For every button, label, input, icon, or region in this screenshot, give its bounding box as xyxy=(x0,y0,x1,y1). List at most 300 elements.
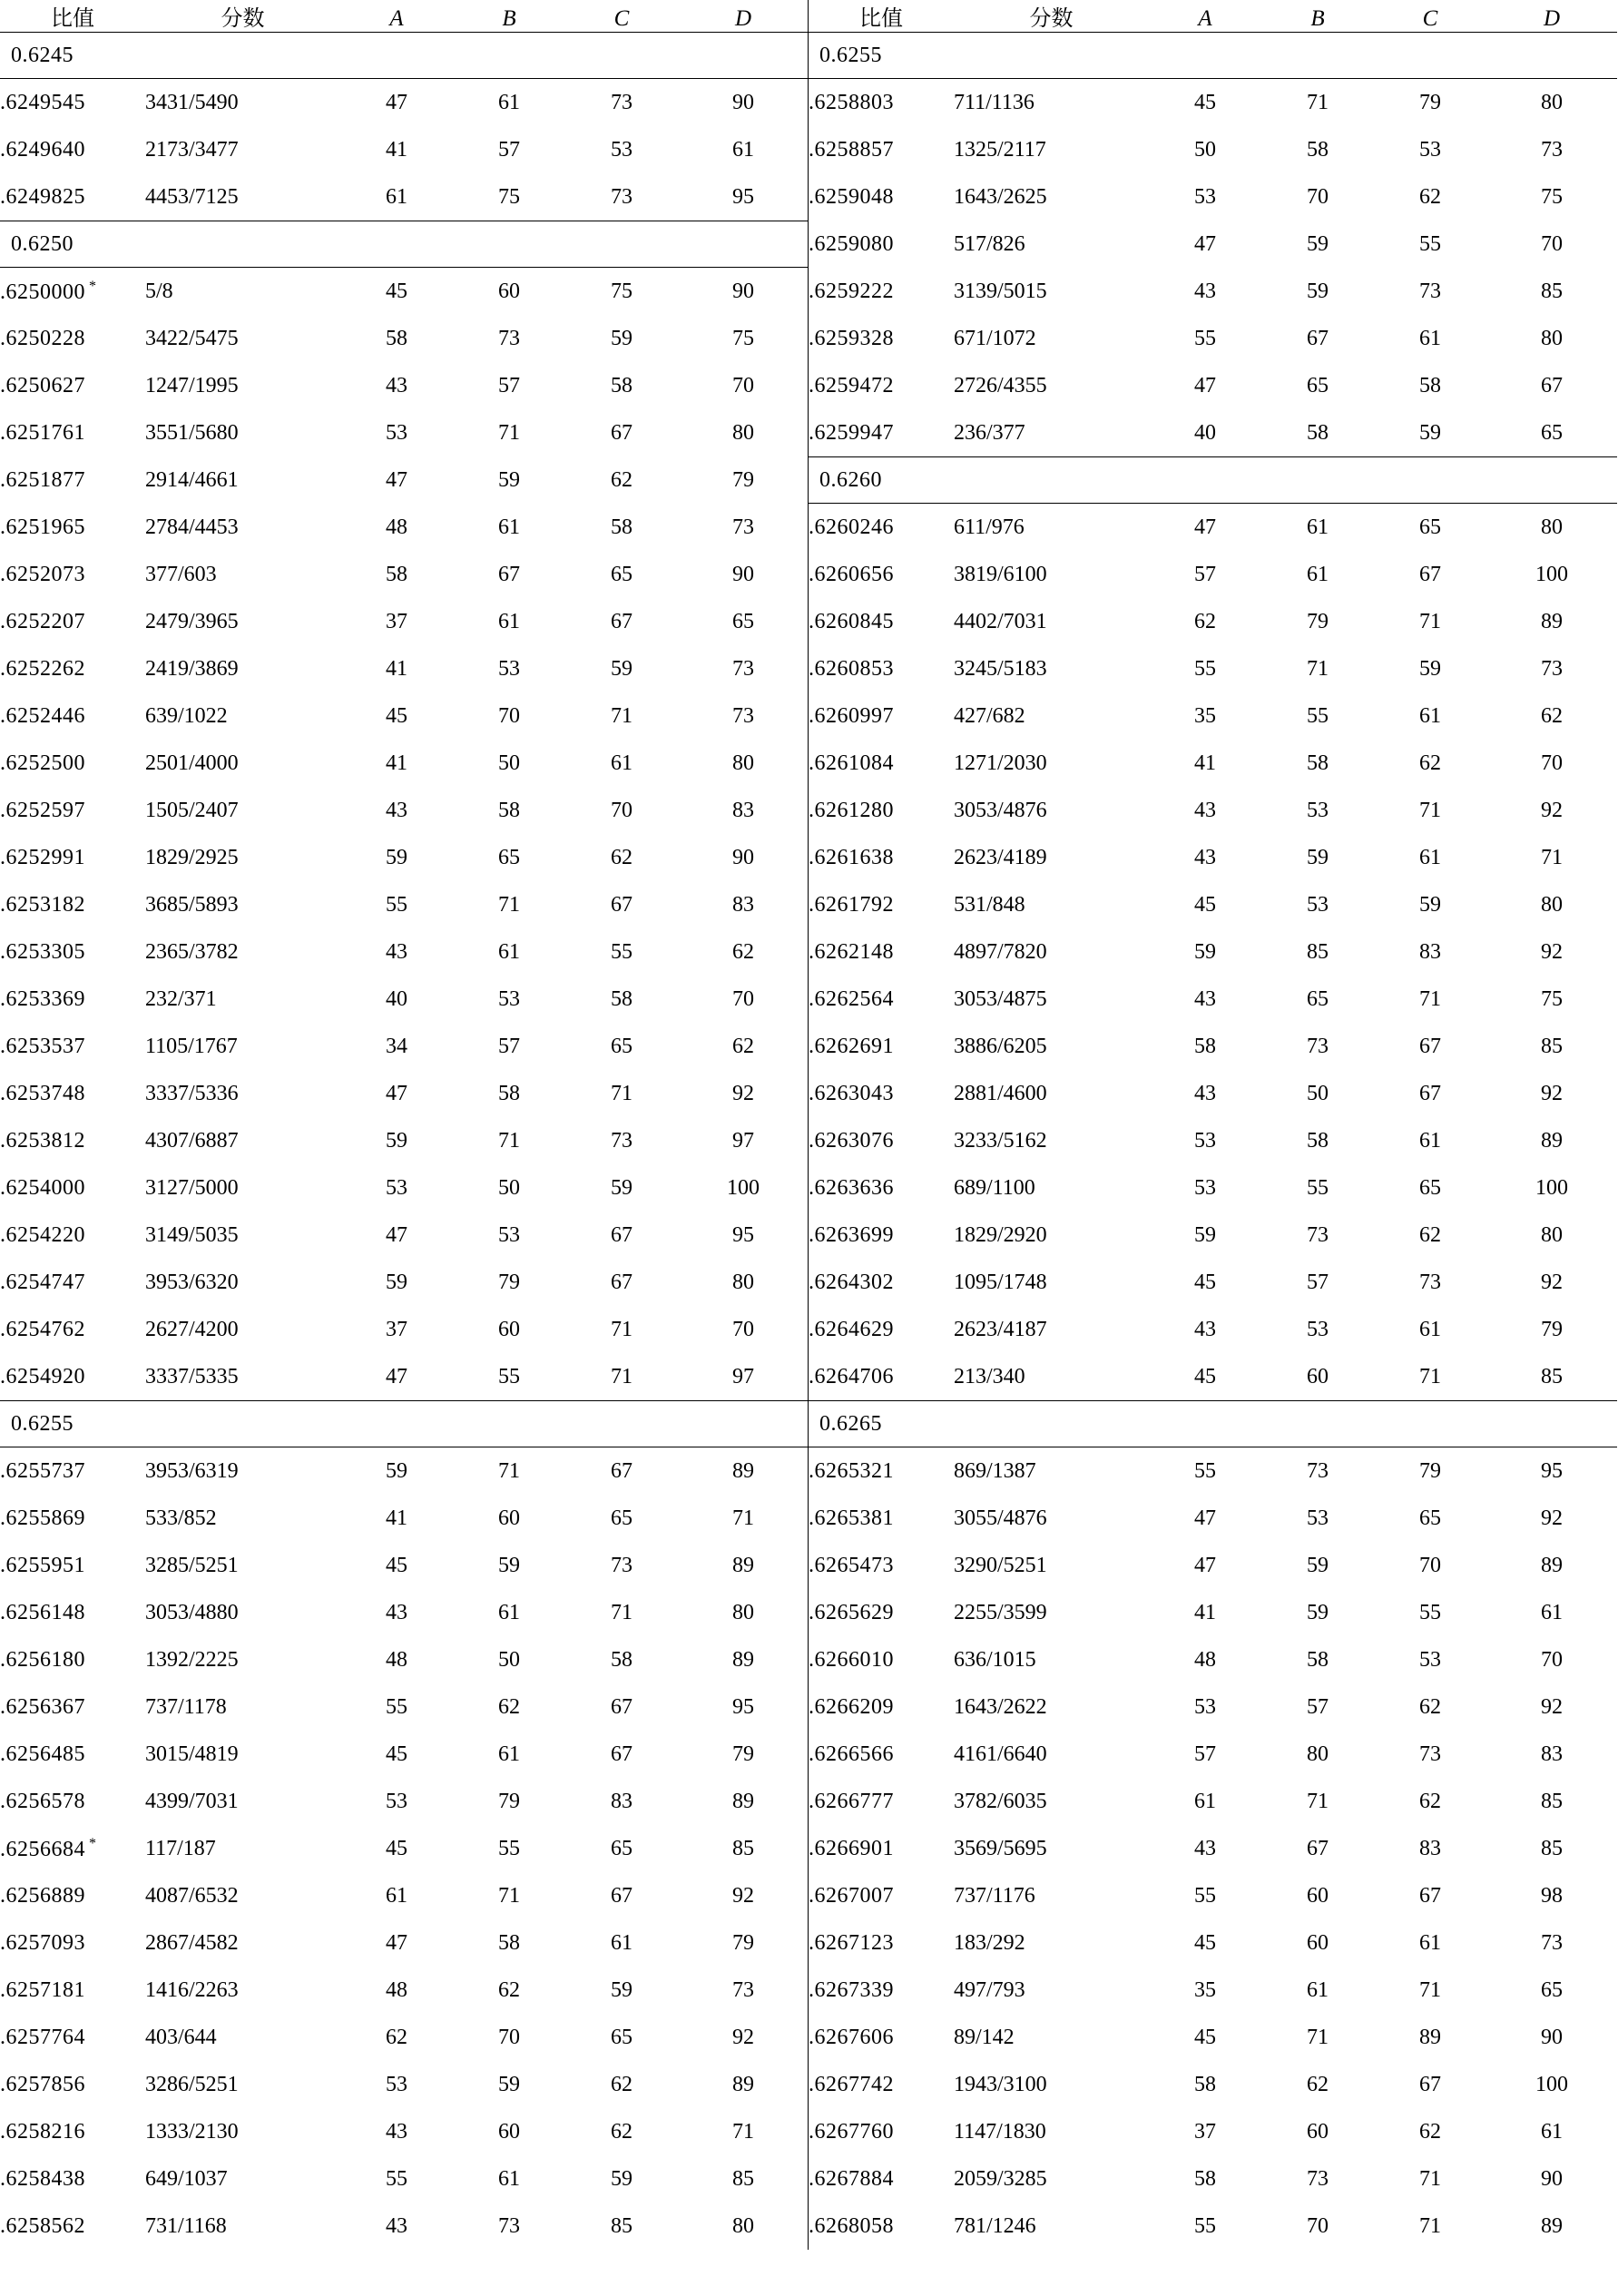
table-row xyxy=(0,362,809,409)
cell-a: 35 xyxy=(1194,703,1216,728)
cell-b: 59 xyxy=(498,2072,520,2096)
cell-d: 95 xyxy=(1541,1458,1563,1483)
cell-a: 47 xyxy=(386,1081,407,1105)
ratio-value: .6259080 xyxy=(809,231,894,256)
cell-ratio xyxy=(0,1495,145,1542)
cell-d: 92 xyxy=(1541,1081,1563,1105)
cell-fraction: 671/1072 xyxy=(954,326,1036,350)
table-row xyxy=(0,1919,809,1967)
cell-ratio xyxy=(809,1259,954,1306)
cell-d: 100 xyxy=(1535,2072,1568,2096)
table-row xyxy=(0,2014,809,2061)
table-row xyxy=(0,1967,809,2014)
cell-ratio xyxy=(809,881,954,928)
cell-d: 89 xyxy=(732,2072,754,2096)
cell-c: 55 xyxy=(1419,231,1441,256)
cell-fraction: 737/1178 xyxy=(145,1694,227,1719)
ratio-value: .6254220 xyxy=(0,1222,85,1247)
cell-b: 57 xyxy=(498,1034,520,1058)
header-fraction: 分数 xyxy=(954,0,1149,33)
cell-b: 53 xyxy=(1307,1506,1329,1530)
cell-ratio xyxy=(0,976,145,1023)
cell-c: 53 xyxy=(1419,137,1441,162)
cell-a: 48 xyxy=(386,515,407,539)
cell-d: 80 xyxy=(732,751,754,775)
cell-ratio xyxy=(0,1023,145,1070)
cell-d: 92 xyxy=(732,1081,754,1105)
header-a: A xyxy=(1149,0,1261,33)
cell-ratio xyxy=(0,1683,145,1731)
ratio-value: .6268058 xyxy=(809,2213,894,2238)
cell-b: 58 xyxy=(498,1081,520,1105)
ratio-value: .6257093 xyxy=(0,1930,85,1955)
cell-fraction: 1943/3100 xyxy=(954,2072,1047,2096)
cell-fraction: 2867/4582 xyxy=(145,1930,239,1955)
cell-c: 62 xyxy=(1419,1789,1441,1813)
cell-ratio xyxy=(0,268,145,316)
cell-a: 61 xyxy=(386,1883,407,1908)
ratio-value: .6249640 xyxy=(0,137,85,162)
cell-a: 48 xyxy=(386,1977,407,2002)
cell-d: 80 xyxy=(1541,90,1563,114)
cell-d: 90 xyxy=(732,279,754,303)
ratio-value: .6262691 xyxy=(809,1034,894,1058)
cell-b: 61 xyxy=(498,609,520,633)
cell-fraction: 3685/5893 xyxy=(145,892,239,917)
cell-fraction: 3015/4819 xyxy=(145,1742,239,1766)
cell-ratio xyxy=(0,1778,145,1825)
table-row xyxy=(809,1589,1617,1636)
cell-ratio xyxy=(809,2061,954,2108)
table-row xyxy=(0,1589,809,1636)
ratio-value: .6249545 xyxy=(0,90,85,114)
cell-ratio xyxy=(809,2014,954,2061)
cell-ratio xyxy=(809,2203,954,2250)
cell-b: 58 xyxy=(1307,1647,1329,1672)
cell-fraction: 497/793 xyxy=(954,1977,1025,2002)
cell-d: 98 xyxy=(1541,1883,1563,1908)
cell-c: 67 xyxy=(611,609,632,633)
cell-ratio xyxy=(809,1164,954,1212)
cell-fraction: 2726/4355 xyxy=(954,373,1047,397)
cell-c: 73 xyxy=(1419,279,1441,303)
cell-d: 80 xyxy=(1541,515,1563,539)
cell-b: 57 xyxy=(498,373,520,397)
cell-fraction: 3149/5035 xyxy=(145,1222,239,1247)
cell-fraction: 377/603 xyxy=(145,562,217,586)
cell-fraction: 427/682 xyxy=(954,703,1025,728)
cell-fraction: 636/1015 xyxy=(954,1647,1036,1672)
table-row xyxy=(809,221,1617,268)
table-row xyxy=(809,315,1617,362)
cell-a: 59 xyxy=(386,845,407,869)
cell-b: 70 xyxy=(1307,2213,1329,2238)
cell-c: 59 xyxy=(611,1175,632,1200)
cell-fraction: 1416/2263 xyxy=(145,1977,239,2002)
cell-b: 80 xyxy=(1307,1742,1329,1766)
cell-d: 85 xyxy=(1541,1034,1563,1058)
cell-fraction: 3337/5335 xyxy=(145,1364,239,1388)
table-row xyxy=(809,692,1617,740)
group-ratio-label: 0.6260 xyxy=(809,457,1617,504)
cell-b: 67 xyxy=(498,562,520,586)
cell-d: 75 xyxy=(1541,184,1563,209)
cell-fraction: 2255/3599 xyxy=(954,1600,1047,1624)
cell-fraction: 517/826 xyxy=(954,231,1025,256)
cell-a: 55 xyxy=(1194,1458,1216,1483)
table-row xyxy=(809,740,1617,787)
ratio-value: .6263043 xyxy=(809,1081,894,1105)
cell-c: 58 xyxy=(611,986,632,1011)
cell-ratio xyxy=(809,1825,954,1872)
cell-c: 65 xyxy=(1419,1506,1441,1530)
cell-fraction: 3953/6319 xyxy=(145,1458,239,1483)
cell-ratio xyxy=(809,928,954,976)
cell-ratio xyxy=(0,1117,145,1164)
cell-fraction: 4897/7820 xyxy=(954,939,1047,964)
table-row xyxy=(0,2061,809,2108)
cell-c: 61 xyxy=(611,751,632,775)
table-row xyxy=(809,2014,1617,2061)
cell-ratio xyxy=(0,1447,145,1496)
ratio-value: .6255737 xyxy=(0,1458,85,1483)
cell-a: 53 xyxy=(386,1789,407,1813)
cell-a: 43 xyxy=(1194,279,1216,303)
cell-fraction: 1105/1767 xyxy=(145,1034,238,1058)
group-header-row xyxy=(0,1401,809,1447)
cell-c: 59 xyxy=(611,2166,632,2191)
header-b: B xyxy=(1261,0,1374,33)
cell-a: 45 xyxy=(1194,2025,1216,2049)
cell-a: 53 xyxy=(386,1175,407,1200)
table-row xyxy=(0,1825,809,1872)
ratio-value: .6256148 xyxy=(0,1600,85,1624)
group-header-row xyxy=(809,1401,1617,1447)
table-row xyxy=(809,1070,1617,1117)
cell-c: 70 xyxy=(1419,1553,1441,1577)
cell-a: 45 xyxy=(386,1742,407,1766)
cell-b: 73 xyxy=(1307,2166,1329,2191)
cell-b: 71 xyxy=(498,1458,520,1483)
cell-c: 71 xyxy=(1419,1364,1441,1388)
table-row xyxy=(809,1778,1617,1825)
cell-d: 71 xyxy=(1541,845,1563,869)
table-row xyxy=(0,409,809,456)
cell-fraction: 3245/5183 xyxy=(954,656,1047,681)
cell-fraction: 1643/2625 xyxy=(954,184,1047,209)
cell-c: 62 xyxy=(1419,2119,1441,2144)
cell-a: 47 xyxy=(386,1930,407,1955)
cell-d: 61 xyxy=(732,137,754,162)
cell-b: 59 xyxy=(498,467,520,492)
cell-c: 65 xyxy=(611,2025,632,2049)
cell-fraction: 3422/5475 xyxy=(145,326,239,350)
cell-ratio xyxy=(809,1495,954,1542)
cell-c: 83 xyxy=(1419,1836,1441,1860)
cell-d: 80 xyxy=(1541,1222,1563,1247)
cell-ratio xyxy=(0,740,145,787)
cell-ratio xyxy=(0,1636,145,1683)
cell-fraction: 3290/5251 xyxy=(954,1553,1047,1577)
cell-a: 58 xyxy=(1194,1034,1216,1058)
ratio-value: .6254000 xyxy=(0,1175,85,1200)
cell-d: 70 xyxy=(1541,1647,1563,1672)
cell-c: 61 xyxy=(1419,1128,1441,1153)
cell-a: 53 xyxy=(386,2072,407,2096)
ratio-value: .6261084 xyxy=(809,751,894,775)
header-fraction: 分数 xyxy=(145,0,340,33)
cell-a: 55 xyxy=(386,892,407,917)
group-header-row xyxy=(809,457,1617,504)
cell-c: 79 xyxy=(1419,1458,1441,1483)
table-row xyxy=(809,1212,1617,1259)
cell-b: 73 xyxy=(498,2213,520,2238)
cell-a: 53 xyxy=(386,420,407,445)
cell-d: 67 xyxy=(1541,373,1563,397)
cell-c: 71 xyxy=(1419,986,1441,1011)
cell-a: 57 xyxy=(1194,1742,1216,1766)
ratio-value: .6264302 xyxy=(809,1270,894,1294)
cell-fraction: 5/8 xyxy=(145,279,173,303)
group-ratio-label: 0.6245 xyxy=(0,33,809,79)
cell-a: 45 xyxy=(1194,892,1216,917)
cell-d: 73 xyxy=(732,1977,754,2002)
cell-fraction: 232/371 xyxy=(145,986,217,1011)
cell-fraction: 2501/4000 xyxy=(145,751,239,775)
ratio-value: .6256889 xyxy=(0,1883,85,1908)
cell-c: 58 xyxy=(611,515,632,539)
table-row xyxy=(809,173,1617,221)
cell-c: 67 xyxy=(1419,1883,1441,1908)
ratio-value: .6258803 xyxy=(809,90,894,114)
cell-d: 90 xyxy=(732,562,754,586)
cell-a: 43 xyxy=(386,2213,407,2238)
cell-c: 67 xyxy=(611,1458,632,1483)
table-row xyxy=(809,1919,1617,1967)
cell-fraction: 403/644 xyxy=(145,2025,217,2049)
cell-b: 50 xyxy=(1307,1081,1329,1105)
cell-b: 71 xyxy=(498,420,520,445)
table-row xyxy=(809,2203,1617,2250)
ratio-value: .6261792 xyxy=(809,892,894,917)
ratio-value: .6260997 xyxy=(809,703,894,728)
cell-c: 73 xyxy=(1419,1270,1441,1294)
cell-d: 79 xyxy=(732,1742,754,1766)
cell-a: 37 xyxy=(386,1317,407,1341)
ratio-value: .6257856 xyxy=(0,2072,85,2096)
cell-c: 58 xyxy=(1419,373,1441,397)
cell-ratio xyxy=(0,2155,145,2203)
cell-d: 70 xyxy=(732,1317,754,1341)
cell-ratio xyxy=(0,456,145,504)
ratio-value: .6256684 xyxy=(0,1837,85,1861)
cell-d: 62 xyxy=(1541,703,1563,728)
cell-c: 83 xyxy=(1419,939,1441,964)
cell-c: 71 xyxy=(611,1364,632,1388)
cell-fraction: 1829/2925 xyxy=(145,845,239,869)
cell-a: 61 xyxy=(386,184,407,209)
cell-d: 90 xyxy=(732,90,754,114)
cell-d: 80 xyxy=(732,420,754,445)
cell-fraction: 1333/2130 xyxy=(145,2119,239,2144)
cell-c: 61 xyxy=(1419,703,1441,728)
cell-d: 92 xyxy=(732,1883,754,1908)
cell-fraction: 533/852 xyxy=(145,1506,217,1530)
cell-ratio xyxy=(0,692,145,740)
cell-c: 59 xyxy=(1419,892,1441,917)
cell-d: 90 xyxy=(732,845,754,869)
cell-d: 62 xyxy=(732,939,754,964)
cell-ratio xyxy=(0,598,145,645)
ratio-value: .6263636 xyxy=(809,1175,894,1200)
table-row xyxy=(809,928,1617,976)
cell-ratio xyxy=(0,1542,145,1589)
cell-a: 47 xyxy=(1194,515,1216,539)
cell-a: 59 xyxy=(1194,1222,1216,1247)
cell-b: 61 xyxy=(1307,1977,1329,2002)
group-ratio-label: 0.6255 xyxy=(0,1401,809,1447)
cell-b: 70 xyxy=(498,703,520,728)
ratio-value: .6267007 xyxy=(809,1883,894,1908)
cell-b: 71 xyxy=(498,1883,520,1908)
cell-d: 65 xyxy=(1541,1977,1563,2002)
cell-ratio xyxy=(0,1070,145,1117)
cell-ratio xyxy=(0,1164,145,1212)
cell-ratio xyxy=(0,1589,145,1636)
cell-b: 58 xyxy=(1307,1128,1329,1153)
cell-ratio xyxy=(0,79,145,127)
ratio-value: .6266566 xyxy=(809,1742,894,1766)
cell-a: 55 xyxy=(386,2166,407,2191)
cell-b: 55 xyxy=(1307,703,1329,728)
cell-a: 55 xyxy=(1194,2213,1216,2238)
cell-d: 61 xyxy=(1541,1600,1563,1624)
ratio-value: .6259472 xyxy=(809,373,894,397)
table-row xyxy=(809,126,1617,173)
cell-ratio xyxy=(0,928,145,976)
cell-fraction: 4307/6887 xyxy=(145,1128,239,1153)
cell-c: 71 xyxy=(611,703,632,728)
cell-b: 70 xyxy=(498,2025,520,2049)
cell-fraction: 2059/3285 xyxy=(954,2166,1047,2191)
cell-b: 60 xyxy=(498,279,520,303)
cell-a: 43 xyxy=(1194,845,1216,869)
cell-c: 62 xyxy=(611,2072,632,2096)
cell-fraction: 1095/1748 xyxy=(954,1270,1047,1294)
cell-c: 73 xyxy=(611,184,632,209)
cell-b: 58 xyxy=(498,798,520,822)
table-row xyxy=(809,79,1617,127)
cell-a: 58 xyxy=(1194,2166,1216,2191)
group-header-row xyxy=(0,221,809,268)
cell-b: 60 xyxy=(1307,1364,1329,1388)
table-row xyxy=(809,1164,1617,1212)
table-row xyxy=(0,173,809,221)
cell-b: 53 xyxy=(498,986,520,1011)
cell-fraction: 4399/7031 xyxy=(145,1789,239,1813)
cell-b: 79 xyxy=(498,1789,520,1813)
cell-d: 73 xyxy=(732,515,754,539)
cell-fraction: 1271/2030 xyxy=(954,751,1047,775)
cell-b: 53 xyxy=(1307,1317,1329,1341)
cell-b: 50 xyxy=(498,1647,520,1672)
cell-c: 67 xyxy=(611,1694,632,1719)
cell-c: 89 xyxy=(1419,2025,1441,2049)
cell-b: 61 xyxy=(498,1742,520,1766)
cell-d: 75 xyxy=(1541,986,1563,1011)
cell-fraction: 183/292 xyxy=(954,1930,1025,1955)
cell-c: 71 xyxy=(1419,609,1441,633)
cell-a: 48 xyxy=(386,1647,407,1672)
table-row xyxy=(809,2061,1617,2108)
cell-ratio xyxy=(809,268,954,315)
cell-ratio xyxy=(809,1212,954,1259)
cell-a: 53 xyxy=(1194,184,1216,209)
ratio-value: .6267606 xyxy=(809,2025,894,2049)
cell-fraction: 3569/5695 xyxy=(954,1836,1047,1860)
cell-c: 62 xyxy=(1419,1694,1441,1719)
table-row xyxy=(0,126,809,173)
cell-fraction: 1505/2407 xyxy=(145,798,239,822)
cell-ratio xyxy=(809,598,954,645)
cell-fraction: 3819/6100 xyxy=(954,562,1047,586)
cell-d: 95 xyxy=(732,1222,754,1247)
cell-ratio xyxy=(809,1589,954,1636)
cell-ratio xyxy=(809,1683,954,1731)
ratio-value: .6254762 xyxy=(0,1317,85,1341)
cell-c: 65 xyxy=(611,562,632,586)
header-ratio: 比值 xyxy=(809,0,954,33)
table-row xyxy=(809,362,1617,409)
cell-fraction: 89/142 xyxy=(954,2025,1015,2049)
ratio-value: .6264629 xyxy=(809,1317,894,1341)
table-row xyxy=(809,645,1617,692)
cell-c: 61 xyxy=(1419,326,1441,350)
cell-d: 90 xyxy=(1541,2025,1563,2049)
ratio-value: .6256180 xyxy=(0,1647,85,1672)
cell-c: 67 xyxy=(1419,562,1441,586)
ratio-value: .6258857 xyxy=(809,137,894,162)
cell-d: 73 xyxy=(1541,656,1563,681)
cell-b: 71 xyxy=(1307,2025,1329,2049)
table-row xyxy=(809,551,1617,598)
cell-ratio xyxy=(809,787,954,834)
ratio-value: .6256367 xyxy=(0,1694,85,1719)
asterisk-marker: * xyxy=(89,278,97,294)
ratio-value: .6250228 xyxy=(0,326,85,350)
cell-d: 70 xyxy=(1541,751,1563,775)
cell-d: 79 xyxy=(1541,1317,1563,1341)
table-row xyxy=(809,1967,1617,2014)
cell-c: 71 xyxy=(1419,1977,1441,2002)
cell-a: 43 xyxy=(1194,1836,1216,1860)
cell-fraction: 1147/1830 xyxy=(954,2119,1046,2144)
ratio-value: .6265473 xyxy=(809,1553,894,1577)
cell-a: 43 xyxy=(1194,1081,1216,1105)
table-row xyxy=(0,1212,809,1259)
cell-fraction: 639/1022 xyxy=(145,703,228,728)
cell-d: 70 xyxy=(1541,231,1563,256)
table-row xyxy=(809,268,1617,315)
cell-d: 100 xyxy=(727,1175,760,1200)
cell-d: 83 xyxy=(1541,1742,1563,1766)
table-row xyxy=(0,1447,809,1496)
cell-c: 55 xyxy=(1419,1600,1441,1624)
cell-ratio xyxy=(809,2108,954,2155)
ratio-value: .6251877 xyxy=(0,467,85,492)
table-row xyxy=(0,598,809,645)
cell-b: 50 xyxy=(498,751,520,775)
